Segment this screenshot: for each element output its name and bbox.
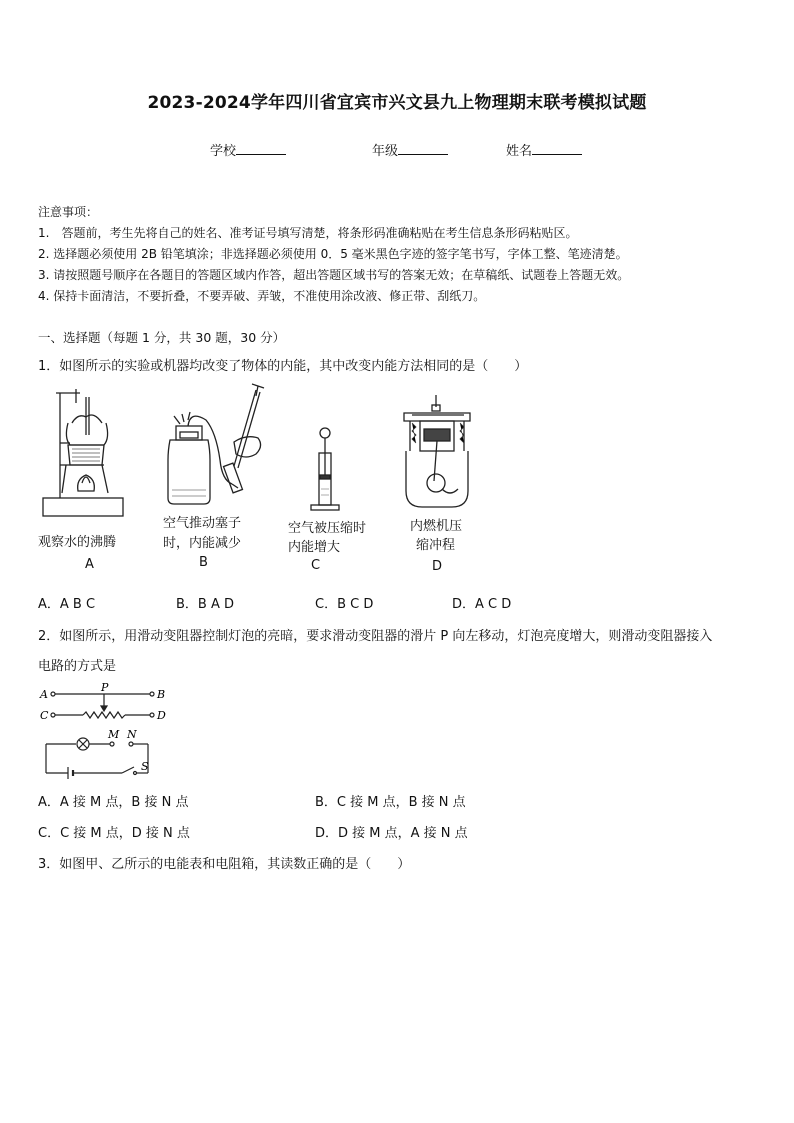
- note-item-4: 4. 保持卡面清洁，不要折叠，不要弄破、弄皱，不准使用涂改液、修正带、刮纸刀。: [38, 289, 486, 303]
- q1-option-a[interactable]: A．A B C: [38, 597, 96, 612]
- figure-a-letter: A: [85, 557, 94, 572]
- note-item-1: 1. 答题前，考生先将自己的姓名、准考证号填写清楚，将条形码准确粘贴在考生信息条形码粘贴区。: [38, 226, 578, 240]
- name-field: [506, 140, 582, 159]
- terminal-a-label: A: [40, 688, 48, 701]
- note-item-3: 3. 请按照题号顺序在各题目的答题区域内作答，超出答题区域书写的答案无效；在草稿纸、试题卷上答题无效。: [38, 268, 630, 282]
- figure-b-caption-line1: 空气推动塞子: [163, 516, 242, 531]
- point-m-label: M: [108, 728, 120, 741]
- school-field: [210, 140, 286, 159]
- name-blank[interactable]: [532, 141, 582, 155]
- q1-stem: 1．如图所示的实验或机器均改变了物体的内能，其中改变内能方法相同的是（ ）: [38, 359, 528, 374]
- figure-d-engine: [400, 393, 480, 513]
- section-heading: 一、选择题（每题 1 分，共 30 题，30 分）: [38, 330, 286, 345]
- note-item-2: 2. 选择题必须使用 2B 铅笔填涂；非选择题必须使用 0．5 毫米黑色字迹的签字笔书写，字体工整、笔迹清楚。: [38, 247, 628, 261]
- terminal-d-label: D: [157, 709, 166, 722]
- q2-option-d[interactable]: D．D 接 M 点，A 接 N 点: [315, 826, 468, 841]
- q2-option-b[interactable]: B．C 接 M 点，B 接 N 点: [315, 795, 466, 810]
- q1-option-b[interactable]: B．B A D: [176, 597, 235, 612]
- grade-blank[interactable]: [398, 141, 448, 155]
- figure-d-letter: D: [432, 559, 443, 574]
- q1-option-d[interactable]: D．A C D: [452, 597, 512, 612]
- q2-option-c[interactable]: C．C 接 M 点，D 接 N 点: [38, 826, 190, 841]
- terminal-c-label: C: [40, 709, 49, 722]
- figure-d-caption-line1: 内燃机压: [410, 519, 463, 534]
- notes-heading: 注意事项：: [38, 205, 99, 219]
- name-label: 姓名: [506, 144, 533, 159]
- q2-stem-line1: 2．如图所示，用滑动变阻器控制灯泡的亮暗，要求滑动变阻器的滑片 P 向左移动，灯泡亮度增大，则滑动变阻器接入: [38, 629, 713, 644]
- figure-b-bottle-pump: [160, 380, 270, 515]
- terminal-b-label: B: [157, 688, 166, 701]
- figure-d-caption-line2: 缩冲程: [416, 538, 456, 553]
- figure-a-caption: 观察水的沸腾: [38, 535, 117, 550]
- school-label: 学校: [210, 144, 237, 159]
- q2-circuit-diagram: [38, 683, 168, 778]
- figure-c-compression-cylinder: [305, 425, 345, 515]
- grade-label: 年级: [372, 144, 399, 159]
- figure-c-caption-line2: 内能增大: [288, 540, 341, 555]
- q2-stem-line2: 电路的方式是: [38, 659, 117, 674]
- slider-p-label: P: [101, 681, 109, 694]
- q1-option-c[interactable]: C．B C D: [315, 597, 374, 612]
- q3-stem: 3．如图甲、乙所示的电能表和电阻箱，其读数正确的是（ ）: [38, 857, 411, 872]
- figure-c-caption-line1: 空气被压缩时: [288, 521, 367, 536]
- figure-b-caption-line2: 时，内能减少: [163, 536, 242, 551]
- grade-field: [372, 140, 448, 159]
- figure-b-letter: B: [199, 555, 208, 570]
- page-title: 2023-2024学年四川省宜宾市兴文县九上物理期末联考模拟试题: [147, 93, 647, 113]
- switch-s-label: S: [141, 760, 149, 773]
- school-blank[interactable]: [236, 141, 286, 155]
- point-n-label: N: [127, 728, 137, 741]
- q2-option-a[interactable]: A．A 接 M 点，B 接 N 点: [38, 795, 189, 810]
- figure-a-boiling-water: [38, 383, 138, 523]
- figure-c-letter: C: [311, 558, 321, 573]
